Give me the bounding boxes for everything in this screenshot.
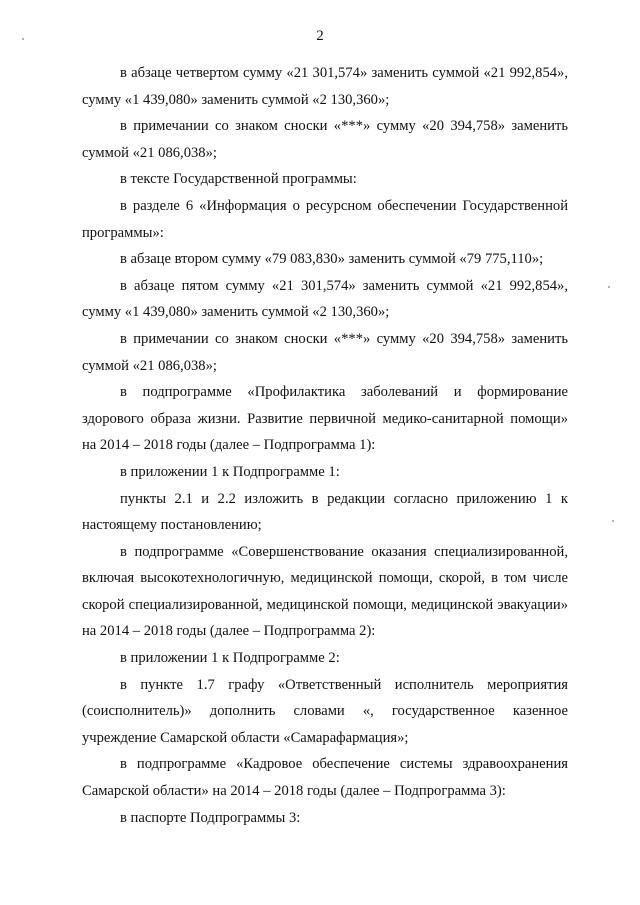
paragraph: в пункте 1.7 графу «Ответственный исполнитель мероприятия (соисполнитель)» дополнить словами «, государственное казенное учреждение Самарской области «Самарафармация»; — [82, 676, 568, 746]
paragraph: в приложении 1 к Подпрограмме 1: — [120, 463, 340, 480]
scan-speck — [612, 520, 614, 522]
paragraph: в паспорте Подпрограммы 3: — [120, 809, 301, 826]
paragraph: в примечании со знаком сноски «***» сумму «20 394,758» заменить суммой «21 086,038»; — [82, 330, 568, 374]
scan-speck — [608, 286, 610, 288]
paragraph: в подпрограмме «Кадровое обеспечение системы здравоохранения Самарской области» на 2014 – 2018 годы (далее – Подпрограмма 3): — [82, 756, 568, 800]
paragraph: в тексте Государственной программы: — [120, 171, 357, 188]
paragraph: в подпрограмме «Профилактика заболеваний и формирование здорового образа жизни. Развитие первичной медико-санитарной помощи» на 2014 – 2018 годы (далее – Подпрограмма 1): — [82, 384, 568, 454]
paragraph: пункты 2.1 и 2.2 изложить в редакции согласно приложению 1 к настоящему постановлению; — [82, 490, 568, 534]
paragraph: в абзаце четвертом сумму «21 301,574» заменить суммой «21 992,854», сумму «1 439,080» заменить суммой «2 130,360»; — [82, 65, 568, 108]
scan-speck — [22, 38, 24, 40]
paragraph: в разделе 6 «Информация о ресурсном обеспечении Государственной программы»: — [82, 197, 568, 241]
paragraph: в приложении 1 к Подпрограмме 2: — [120, 650, 340, 667]
page-number: 2 — [316, 28, 324, 44]
paragraph: в подпрограмме «Совершенствование оказания специализированной, включая высокотехнологичную, медицинской помощи, скорой, в том числе скорой специализированной, медицинской помощи, медицинской эвакуации» на 2014 – 2018 годы (далее – Подпрограмма 2): — [82, 543, 568, 640]
paragraph: в абзаце пятом сумму «21 301,574» заменить суммой «21 992,854», сумму «1 439,080» заменить суммой «2 130,360»; — [82, 277, 568, 321]
paragraph: в абзаце втором сумму «79 083,830» заменить суммой «79 775,110»; — [120, 251, 544, 268]
document-body — [82, 60, 568, 831]
paragraph: в примечании со знаком сноски «***» сумму «20 394,758» заменить суммой «21 086,038»; — [82, 118, 568, 161]
